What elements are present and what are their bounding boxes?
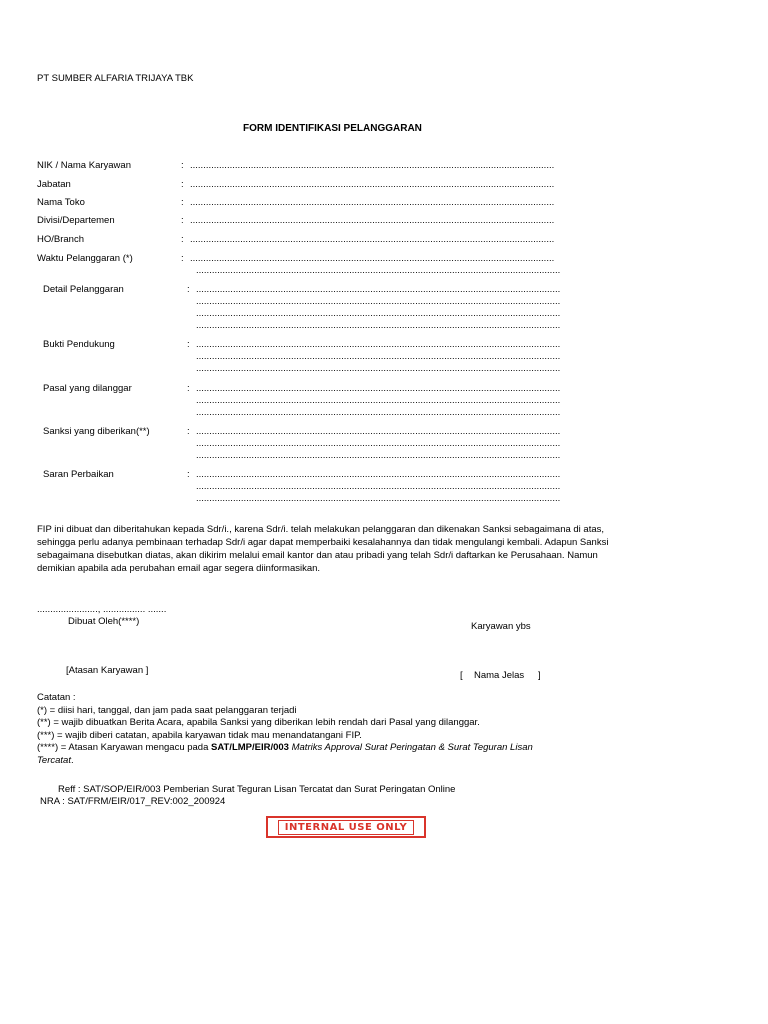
name-label: Nama Jelas — [474, 670, 525, 681]
bukti-line[interactable]: .......................................................................................................................................... — [196, 351, 561, 362]
note-4-italic: Matriks Approval Surat Peringatan & Surat Teguran Lisan — [288, 742, 533, 753]
field-colon: : — [181, 179, 184, 190]
field-label-ho-branch: HO/Branch — [37, 234, 84, 245]
field-label-jabatan: Jabatan — [37, 179, 71, 190]
sanksi-line[interactable]: .......................................................................................................................................... — [196, 450, 561, 461]
field-colon: : — [187, 284, 190, 295]
field-colon: : — [187, 426, 190, 437]
detail-line[interactable]: .......................................................................................................................................... — [196, 308, 561, 319]
field-colon: : — [181, 215, 184, 226]
field-colon: : — [187, 469, 190, 480]
note-4-cont — [37, 755, 533, 768]
note-1: (*) = diisi hari, tanggal, dan jam pada saat pelanggaran terjadi — [37, 704, 297, 716]
field-label-nik: NIK / Nama Karyawan — [37, 160, 131, 171]
notes-heading: Catatan : — [37, 692, 76, 703]
field-colon: : — [187, 383, 190, 394]
reference-reff: Reff : SAT/SOP/EIR/003 Pemberian Surat Teguran Lisan Tercatat dan Surat Peringatan Online — [58, 784, 456, 795]
note-3: (***) = wajib diberi catatan, apabila karyawan tidak mau menandatangani FIP. — [37, 729, 362, 741]
field-label-nama-toko: Nama Toko — [37, 197, 85, 208]
detail-label-saran: Saran Perbaikan — [43, 469, 114, 480]
field-line-nama-toko[interactable]: .......................................................................................................................................... — [190, 197, 555, 208]
detail-label-sanksi: Sanksi yang diberikan(**) — [43, 426, 150, 437]
field-colon: : — [181, 160, 184, 171]
field-colon: : — [181, 253, 184, 264]
pasal-line[interactable]: .......................................................................................................................................... — [196, 383, 561, 394]
field-label-waktu: Waktu Pelanggaran (*) — [37, 253, 133, 264]
employee-label: Karyawan ybs — [471, 621, 531, 632]
note-4-italic-2: Tercatat — [37, 754, 71, 766]
field-line-jabatan[interactable]: .......................................................................................................................................... — [190, 179, 555, 190]
pasal-line[interactable]: .......................................................................................................................................... — [196, 395, 561, 406]
detail-label-detail: Detail Pelanggaran — [43, 284, 124, 295]
internal-use-text: INTERNAL USE ONLY — [278, 820, 414, 835]
superior-label: [Atasan Karyawan ] — [66, 665, 149, 676]
statement-paragraph: FIP ini dibuat dan diberitahukan kepada Sdr/i., karena Sdr/i. telah melakukan pelanggaran dan dikenakan Sanksi sebagaimana di atas, sehingga perlu adanya pembinaan terhadap Sdr/i agar dapat memperbaiki kesalahannya dan tidak mengulangi kembali. Adapun Sanksi sebagaimana disebutkan diatas, akan dikirim melalui email kantor dan atau pribadi yang telah Sdr/i daftarkan ke Perusahaan. Namun demikian apabila ada perubahan email agar segera diinformasikan. — [37, 524, 609, 574]
note-4-prefix: (****) = Atasan Karyawan mengacu pada — [37, 742, 212, 753]
note-4-end: . — [70, 754, 74, 766]
form-title: FORM IDENTIFIKASI PELANGGARAN — [243, 123, 422, 134]
name-bracket-open: [ — [460, 670, 463, 681]
field-colon: : — [181, 234, 184, 245]
sanksi-line[interactable]: .......................................................................................................................................... — [196, 426, 561, 437]
bukti-line[interactable]: .......................................................................................................................................... — [196, 363, 561, 374]
sanksi-line[interactable]: .......................................................................................................................................... — [196, 438, 561, 449]
field-colon: : — [187, 339, 190, 350]
saran-line[interactable]: .......................................................................................................................................... — [196, 493, 561, 504]
note-4-code: SAT/LMP/EIR/003 — [211, 742, 289, 753]
bukti-line[interactable]: .......................................................................................................................................... — [196, 339, 561, 350]
field-label-divisi: Divisi/Departemen — [37, 215, 115, 226]
note-2: (**) = wajib dibuatkan Berita Acara, apabila Sanksi yang diberikan lebih rendah dari Pasal yang dilanggar. — [37, 717, 480, 728]
company-name: PT SUMBER ALFARIA TRIJAYA TBK — [37, 73, 194, 84]
reference-nra: NRA : SAT/FRM/EIR/017_REV:002_200924 — [40, 796, 226, 807]
field-line-nik[interactable]: .......................................................................................................................................... — [190, 160, 555, 171]
pasal-line[interactable]: .......................................................................................................................................... — [196, 407, 561, 418]
detail-line[interactable]: .......................................................................................................................................... — [196, 296, 561, 307]
detail-label-bukti: Bukti Pendukung — [43, 339, 115, 350]
detail-line[interactable]: .......................................................................................................................................... — [196, 320, 561, 331]
saran-line[interactable]: .......................................................................................................................................... — [196, 469, 561, 480]
field-colon: : — [181, 197, 184, 208]
detail-line[interactable]: .......................................................................................................................................... — [196, 284, 561, 295]
detail-label-pasal: Pasal yang dilanggar — [43, 383, 132, 394]
notes-section — [37, 692, 533, 767]
saran-line[interactable]: .......................................................................................................................................... — [196, 481, 561, 492]
field-line-waktu-2[interactable]: .......................................................................................................................................... — [196, 265, 561, 276]
field-line-waktu[interactable]: .......................................................................................................................................... — [190, 253, 555, 264]
internal-use-badge — [266, 816, 426, 838]
place-date-line[interactable]: ......................., ................ ....... — [37, 604, 167, 615]
field-line-divisi[interactable]: .......................................................................................................................................... — [190, 215, 555, 226]
note-4 — [37, 742, 533, 755]
name-bracket-close: ] — [538, 670, 541, 681]
made-by-label: Dibuat Oleh(****) — [68, 616, 140, 627]
field-line-ho-branch[interactable]: .......................................................................................................................................... — [190, 234, 555, 245]
